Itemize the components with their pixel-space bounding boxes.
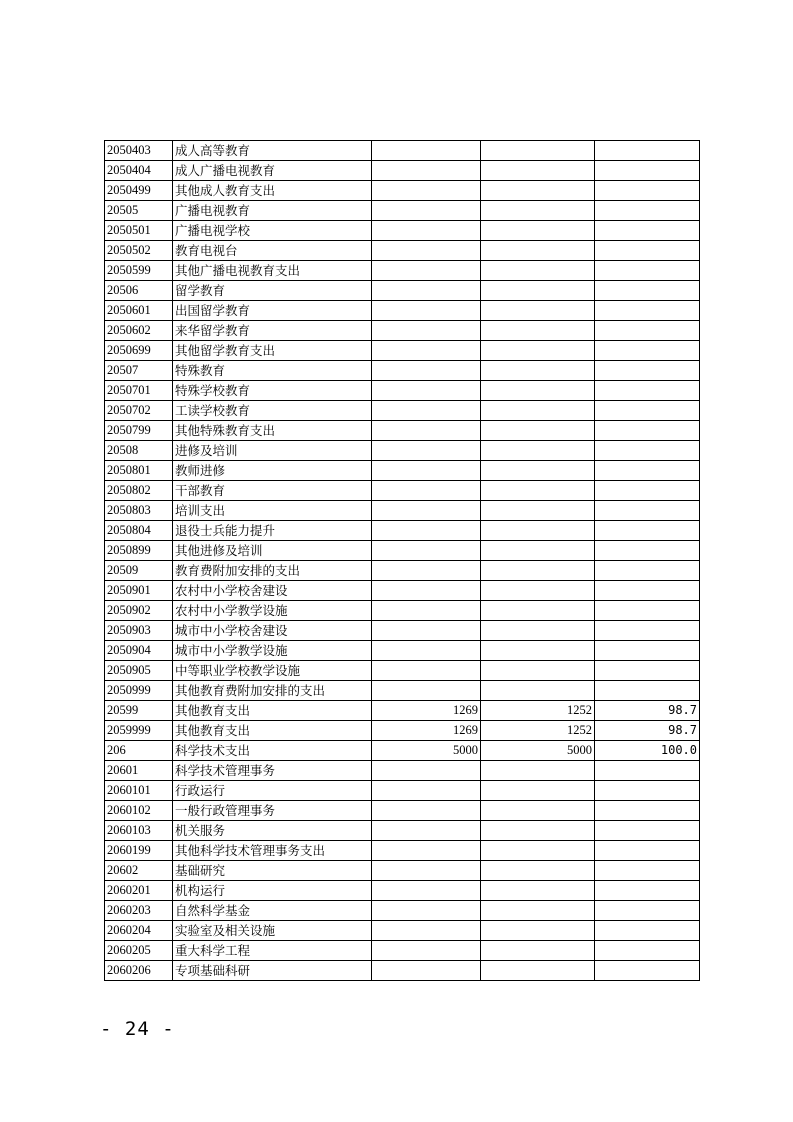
code-cell: 20506	[105, 281, 173, 301]
table-row	[105, 521, 700, 541]
budget-cell	[372, 661, 481, 681]
name-cell: 出国留学教育	[173, 301, 372, 321]
name-cell: 留学教育	[173, 281, 372, 301]
name-cell: 广播电视学校	[173, 221, 372, 241]
code-cell: 2050803	[105, 501, 173, 521]
table-row	[105, 481, 700, 501]
ratio-cell	[595, 581, 700, 601]
ratio-cell	[595, 841, 700, 861]
budget-cell	[372, 841, 481, 861]
table-row	[105, 661, 700, 681]
actual-cell	[481, 241, 595, 261]
name-cell: 教育电视台	[173, 241, 372, 261]
actual-cell	[481, 661, 595, 681]
code-cell: 20601	[105, 761, 173, 781]
name-cell: 城市中小学校舍建设	[173, 621, 372, 641]
table-row	[105, 861, 700, 881]
budget-cell	[372, 361, 481, 381]
actual-cell	[481, 961, 595, 981]
budget-cell	[372, 181, 481, 201]
actual-cell	[481, 501, 595, 521]
name-cell: 成人高等教育	[173, 141, 372, 161]
budget-cell	[372, 821, 481, 841]
budget-cell	[372, 921, 481, 941]
code-cell: 2060103	[105, 821, 173, 841]
ratio-cell	[595, 661, 700, 681]
budget-cell	[372, 881, 481, 901]
ratio-cell	[595, 961, 700, 981]
ratio-cell	[595, 441, 700, 461]
table-row	[105, 401, 700, 421]
code-cell: 2050905	[105, 661, 173, 681]
budget-cell	[372, 161, 481, 181]
code-cell: 20508	[105, 441, 173, 461]
code-cell: 2050901	[105, 581, 173, 601]
name-cell: 教育费附加安排的支出	[173, 561, 372, 581]
table-row	[105, 841, 700, 861]
actual-cell	[481, 801, 595, 821]
budget-cell	[372, 341, 481, 361]
table-row	[105, 821, 700, 841]
ratio-cell	[595, 861, 700, 881]
ratio-cell	[595, 521, 700, 541]
table-row	[105, 261, 700, 281]
ratio-cell	[595, 901, 700, 921]
actual-cell	[481, 381, 595, 401]
name-cell: 专项基础科研	[173, 961, 372, 981]
table-row	[105, 721, 700, 741]
ratio-cell	[595, 641, 700, 661]
table-row	[105, 381, 700, 401]
ratio-cell	[595, 801, 700, 821]
code-cell: 2050602	[105, 321, 173, 341]
code-cell: 2050899	[105, 541, 173, 561]
name-cell: 特殊学校教育	[173, 381, 372, 401]
budget-cell	[372, 561, 481, 581]
name-cell: 农村中小学校舍建设	[173, 581, 372, 601]
code-cell: 20505	[105, 201, 173, 221]
name-cell: 工读学校教育	[173, 401, 372, 421]
ratio-cell	[595, 681, 700, 701]
ratio-cell: 100.0	[595, 741, 700, 761]
name-cell: 其他特殊教育支出	[173, 421, 372, 441]
code-cell: 2050499	[105, 181, 173, 201]
code-cell: 2050502	[105, 241, 173, 261]
budget-cell: 1269	[372, 721, 481, 741]
ratio-cell	[595, 321, 700, 341]
actual-cell	[481, 141, 595, 161]
code-cell: 2050804	[105, 521, 173, 541]
budget-cell	[372, 541, 481, 561]
table-row	[105, 881, 700, 901]
actual-cell: 1252	[481, 721, 595, 741]
ratio-cell	[595, 421, 700, 441]
budget-cell	[372, 441, 481, 461]
table-row	[105, 641, 700, 661]
code-cell: 2060201	[105, 881, 173, 901]
table-row	[105, 681, 700, 701]
code-cell: 2050903	[105, 621, 173, 641]
actual-cell	[481, 221, 595, 241]
code-cell: 2050702	[105, 401, 173, 421]
budget-cell: 1269	[372, 701, 481, 721]
actual-cell	[481, 841, 595, 861]
name-cell: 干部教育	[173, 481, 372, 501]
actual-cell	[481, 641, 595, 661]
ratio-cell	[595, 401, 700, 421]
code-cell: 20507	[105, 361, 173, 381]
name-cell: 机构运行	[173, 881, 372, 901]
table-row	[105, 921, 700, 941]
actual-cell	[481, 521, 595, 541]
actual-cell	[481, 181, 595, 201]
actual-cell	[481, 921, 595, 941]
name-cell: 来华留学教育	[173, 321, 372, 341]
ratio-cell	[595, 161, 700, 181]
actual-cell	[481, 421, 595, 441]
actual-cell	[481, 161, 595, 181]
actual-cell	[481, 881, 595, 901]
table-row	[105, 321, 700, 341]
code-cell: 2060205	[105, 941, 173, 961]
table-row	[105, 141, 700, 161]
table-row	[105, 221, 700, 241]
ratio-cell	[595, 361, 700, 381]
ratio-cell	[595, 141, 700, 161]
name-cell: 广播电视教育	[173, 201, 372, 221]
name-cell: 其他留学教育支出	[173, 341, 372, 361]
name-cell: 其他进修及培训	[173, 541, 372, 561]
ratio-cell	[595, 341, 700, 361]
actual-cell	[481, 581, 595, 601]
ratio-cell	[595, 821, 700, 841]
table-row	[105, 201, 700, 221]
actual-cell	[481, 481, 595, 501]
name-cell: 基础研究	[173, 861, 372, 881]
table-row	[105, 541, 700, 561]
budget-cell	[372, 281, 481, 301]
budget-cell	[372, 961, 481, 981]
actual-cell	[481, 901, 595, 921]
table-row	[105, 181, 700, 201]
code-cell: 2060204	[105, 921, 173, 941]
ratio-cell: 98.7	[595, 721, 700, 741]
ratio-cell	[595, 381, 700, 401]
table-row	[105, 501, 700, 521]
actual-cell	[481, 301, 595, 321]
name-cell: 培训支出	[173, 501, 372, 521]
table-row	[105, 441, 700, 461]
actual-cell	[481, 341, 595, 361]
table-row	[105, 941, 700, 961]
budget-cell	[372, 241, 481, 261]
actual-cell	[481, 281, 595, 301]
code-cell: 2050701	[105, 381, 173, 401]
budget-cell	[372, 141, 481, 161]
budget-cell	[372, 861, 481, 881]
ratio-cell	[595, 881, 700, 901]
actual-cell	[481, 601, 595, 621]
ratio-cell	[595, 281, 700, 301]
name-cell: 教师进修	[173, 461, 372, 481]
budget-cell	[372, 501, 481, 521]
table-row	[105, 281, 700, 301]
name-cell: 其他教育支出	[173, 721, 372, 741]
budget-cell	[372, 301, 481, 321]
budget-cell	[372, 201, 481, 221]
code-cell: 2060199	[105, 841, 173, 861]
code-cell: 20602	[105, 861, 173, 881]
budget-cell	[372, 521, 481, 541]
name-cell: 机关服务	[173, 821, 372, 841]
table-row	[105, 341, 700, 361]
table-row	[105, 701, 700, 721]
name-cell: 农村中小学教学设施	[173, 601, 372, 621]
actual-cell	[481, 561, 595, 581]
code-cell: 2050699	[105, 341, 173, 361]
budget-cell	[372, 401, 481, 421]
ratio-cell	[595, 781, 700, 801]
table-row	[105, 781, 700, 801]
name-cell: 实验室及相关设施	[173, 921, 372, 941]
name-cell: 科学技术管理事务	[173, 761, 372, 781]
code-cell: 2059999	[105, 721, 173, 741]
code-cell: 2050801	[105, 461, 173, 481]
budget-cell	[372, 641, 481, 661]
ratio-cell	[595, 181, 700, 201]
table-row	[105, 241, 700, 261]
ratio-cell	[595, 241, 700, 261]
name-cell: 其他广播电视教育支出	[173, 261, 372, 281]
code-cell: 2060206	[105, 961, 173, 981]
name-cell: 退役士兵能力提升	[173, 521, 372, 541]
budget-cell	[372, 801, 481, 821]
ratio-cell	[595, 601, 700, 621]
name-cell: 其他成人教育支出	[173, 181, 372, 201]
table-row	[105, 601, 700, 621]
table-row	[105, 901, 700, 921]
ratio-cell: 98.7	[595, 701, 700, 721]
actual-cell	[481, 781, 595, 801]
actual-cell	[481, 761, 595, 781]
name-cell: 其他科学技术管理事务支出	[173, 841, 372, 861]
code-cell: 20599	[105, 701, 173, 721]
ratio-cell	[595, 921, 700, 941]
ratio-cell	[595, 201, 700, 221]
budget-table	[104, 140, 700, 981]
name-cell: 重大科学工程	[173, 941, 372, 961]
table-body	[105, 141, 700, 981]
actual-cell: 5000	[481, 741, 595, 761]
ratio-cell	[595, 941, 700, 961]
code-cell: 2050404	[105, 161, 173, 181]
table-row	[105, 461, 700, 481]
name-cell: 行政运行	[173, 781, 372, 801]
actual-cell	[481, 441, 595, 461]
table-row	[105, 741, 700, 761]
ratio-cell	[595, 761, 700, 781]
actual-cell	[481, 201, 595, 221]
code-cell: 2060101	[105, 781, 173, 801]
budget-cell	[372, 681, 481, 701]
actual-cell	[481, 861, 595, 881]
actual-cell	[481, 821, 595, 841]
ratio-cell	[595, 301, 700, 321]
budget-cell	[372, 461, 481, 481]
ratio-cell	[595, 481, 700, 501]
actual-cell	[481, 941, 595, 961]
table-row	[105, 581, 700, 601]
code-cell: 2050601	[105, 301, 173, 321]
code-cell: 2050799	[105, 421, 173, 441]
budget-cell	[372, 761, 481, 781]
code-cell: 206	[105, 741, 173, 761]
actual-cell	[481, 321, 595, 341]
budget-cell	[372, 481, 481, 501]
actual-cell	[481, 541, 595, 561]
actual-cell	[481, 681, 595, 701]
table-row	[105, 761, 700, 781]
code-cell: 20509	[105, 561, 173, 581]
table-row	[105, 301, 700, 321]
ratio-cell	[595, 501, 700, 521]
ratio-cell	[595, 561, 700, 581]
name-cell: 自然科学基金	[173, 901, 372, 921]
page-number: - 24 -	[100, 1018, 175, 1040]
name-cell: 其他教育支出	[173, 701, 372, 721]
budget-cell	[372, 621, 481, 641]
budget-cell	[372, 261, 481, 281]
name-cell: 科学技术支出	[173, 741, 372, 761]
name-cell: 成人广播电视教育	[173, 161, 372, 181]
ratio-cell	[595, 461, 700, 481]
actual-cell	[481, 621, 595, 641]
actual-cell: 1252	[481, 701, 595, 721]
budget-cell	[372, 221, 481, 241]
budget-cell	[372, 781, 481, 801]
name-cell: 一般行政管理事务	[173, 801, 372, 821]
name-cell: 特殊教育	[173, 361, 372, 381]
budget-cell: 5000	[372, 741, 481, 761]
name-cell: 进修及培训	[173, 441, 372, 461]
name-cell: 中等职业学校教学设施	[173, 661, 372, 681]
table-row	[105, 621, 700, 641]
table-row	[105, 161, 700, 181]
code-cell: 2050999	[105, 681, 173, 701]
name-cell: 城市中小学教学设施	[173, 641, 372, 661]
code-cell: 2060203	[105, 901, 173, 921]
budget-cell	[372, 321, 481, 341]
table-row	[105, 361, 700, 381]
budget-cell	[372, 601, 481, 621]
code-cell: 2050902	[105, 601, 173, 621]
table-row	[105, 961, 700, 981]
code-cell: 2050403	[105, 141, 173, 161]
budget-cell	[372, 421, 481, 441]
ratio-cell	[595, 261, 700, 281]
ratio-cell	[595, 221, 700, 241]
name-cell: 其他教育费附加安排的支出	[173, 681, 372, 701]
actual-cell	[481, 361, 595, 381]
actual-cell	[481, 461, 595, 481]
ratio-cell	[595, 621, 700, 641]
table-row	[105, 421, 700, 441]
actual-cell	[481, 261, 595, 281]
code-cell: 2050904	[105, 641, 173, 661]
code-cell: 2050501	[105, 221, 173, 241]
budget-cell	[372, 381, 481, 401]
budget-cell	[372, 901, 481, 921]
code-cell: 2050802	[105, 481, 173, 501]
actual-cell	[481, 401, 595, 421]
table-row	[105, 801, 700, 821]
ratio-cell	[595, 541, 700, 561]
budget-cell	[372, 581, 481, 601]
budget-cell	[372, 941, 481, 961]
code-cell: 2050599	[105, 261, 173, 281]
code-cell: 2060102	[105, 801, 173, 821]
table-row	[105, 561, 700, 581]
